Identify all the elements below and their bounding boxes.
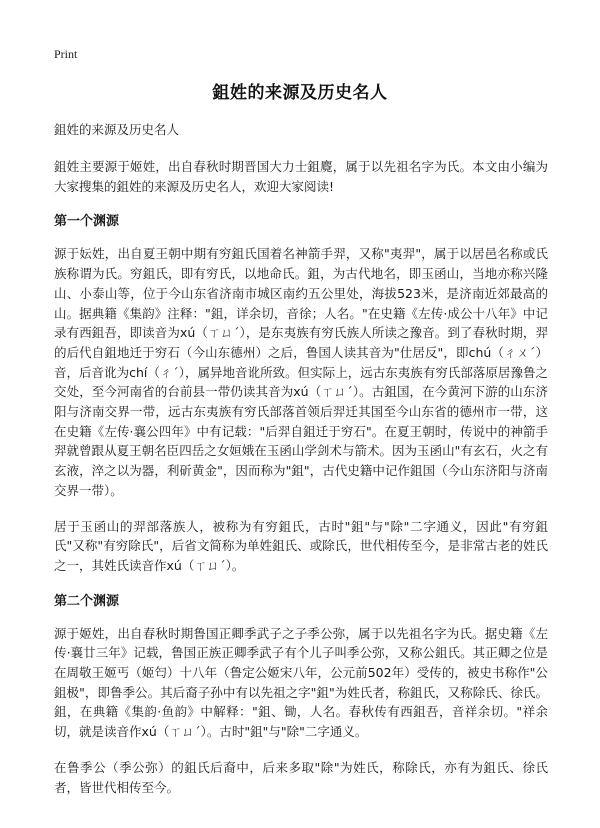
print-link[interactable]: Print bbox=[54, 47, 78, 61]
article-body bbox=[54, 120, 548, 813]
section-heading: 第二个渊源 bbox=[54, 593, 120, 609]
section-paragraph: 源于妘姓，出自夏王朝中期有穷鉏氏国着名神箭手羿，又称"夷羿"，属于以居邑名称或氏族称谓为氏。穷鉏氏，即有穷氏，以地命氏。鉏，为古代地名，即玉函山，当地亦称兴隆山、小泰山等，位于今山东省济南市城区南约五公里处，海拔523米，是济南近郊最高的山。据典籍《集韵》注释："鉏，详余切，音徐；人名。"在史籍《左传·成公十八年》中记录有西鉏吾，即读音为xú（ㄒㄩˊ），是东夷族有穷氏族人所读之豫音。到了春秋时期，羿的后代自鉏地迁于穷石（今山东德州）之后，鲁国人读其音为"仕居反"，即chú（ㄔㄨˊ）音，后音讹为chí（ㄔˊ），属异地音讹所致。但实际上，远古东夷族有穷氏部落原居豫鲁之交处，至今河南省的台前县一带仍读其音为xú（ㄒㄩˊ）。古鉏国，在今黄河下游的山东济阳与济南交界一带，远古东夷族有穷氏部落首领后羿迁其国至今山东省的德州市一带，这在史籍《左传·襄公四年》中有记载："后羿自鉏迁于穷石"。在夏王朝时，传说中的神箭手羿就曾跟从夏王朝名臣四岳之女姮娥在玉函山学剑术与箭术。因为玉函山"有玄石，火之有玄液，淬之以为器，利斫黄金"，因而称为"鉏"，古代史籍中记作鉏国（今山东济阳与济南交界一带）。 bbox=[54, 246, 548, 498]
intro-paragraph: 鉏姓主要源于姬姓，出自春秋时期晋国大力士鉏麑，属于以先祖名字为氏。本文由小编为大家搜集的鉏姓的来源及历史名人，欢迎大家阅读! bbox=[54, 159, 548, 194]
article-subtitle: 鉏姓的来源及历史名人 bbox=[54, 122, 180, 137]
section-paragraph: 源于姬姓，出自春秋时期鲁国正卿季武子之子季公弥，属于以先祖名字为氏。据史籍《左传·襄廿三年》记载，鲁国正族正卿季武子有个儿子叫季公弥，又称公鉏氏。其正卿之位是在周敬王姬丐（姬匄）十八年（鲁定公姬宋八年，公元前502年）受传的，被史书称作"公鉏极"，即鲁季公。其后裔子孙中有以先祖之字"鉏"为姓氏者，称鉏氏，又称除氏、徐氏。鉏，在典籍《集韵·鱼韵》中解释："鉏、锄，人名。春秋传有西鉏吾，音祥余切。"祥余切，就是读音作xú（ㄒㄩˊ）。古时"鉏"与"除"二字通义。 bbox=[54, 625, 548, 740]
section-paragraph: 在鲁季公（季公弥）的鉏氏后裔中，后来多取"除"为姓氏，称除氏，亦有为鉏氏、徐氏者，皆世代相传至今。 bbox=[54, 759, 548, 795]
page-title: 鉏姓的来源及历史名人 bbox=[212, 83, 388, 103]
section-heading: 第一个渊源 bbox=[54, 214, 120, 230]
section-paragraph: 居于玉函山的羿部落族人，被称为有穷鉏氏，古时"鉏"与"除"二字通义，因此"有穷鉏氏"又称"有穷除氏"，后省文简称为单姓鉏氏、或除氏，世代相传至今，是非常古老的姓氏之一，其姓氏读音作xú（ㄒㄩˊ）。 bbox=[54, 518, 548, 573]
